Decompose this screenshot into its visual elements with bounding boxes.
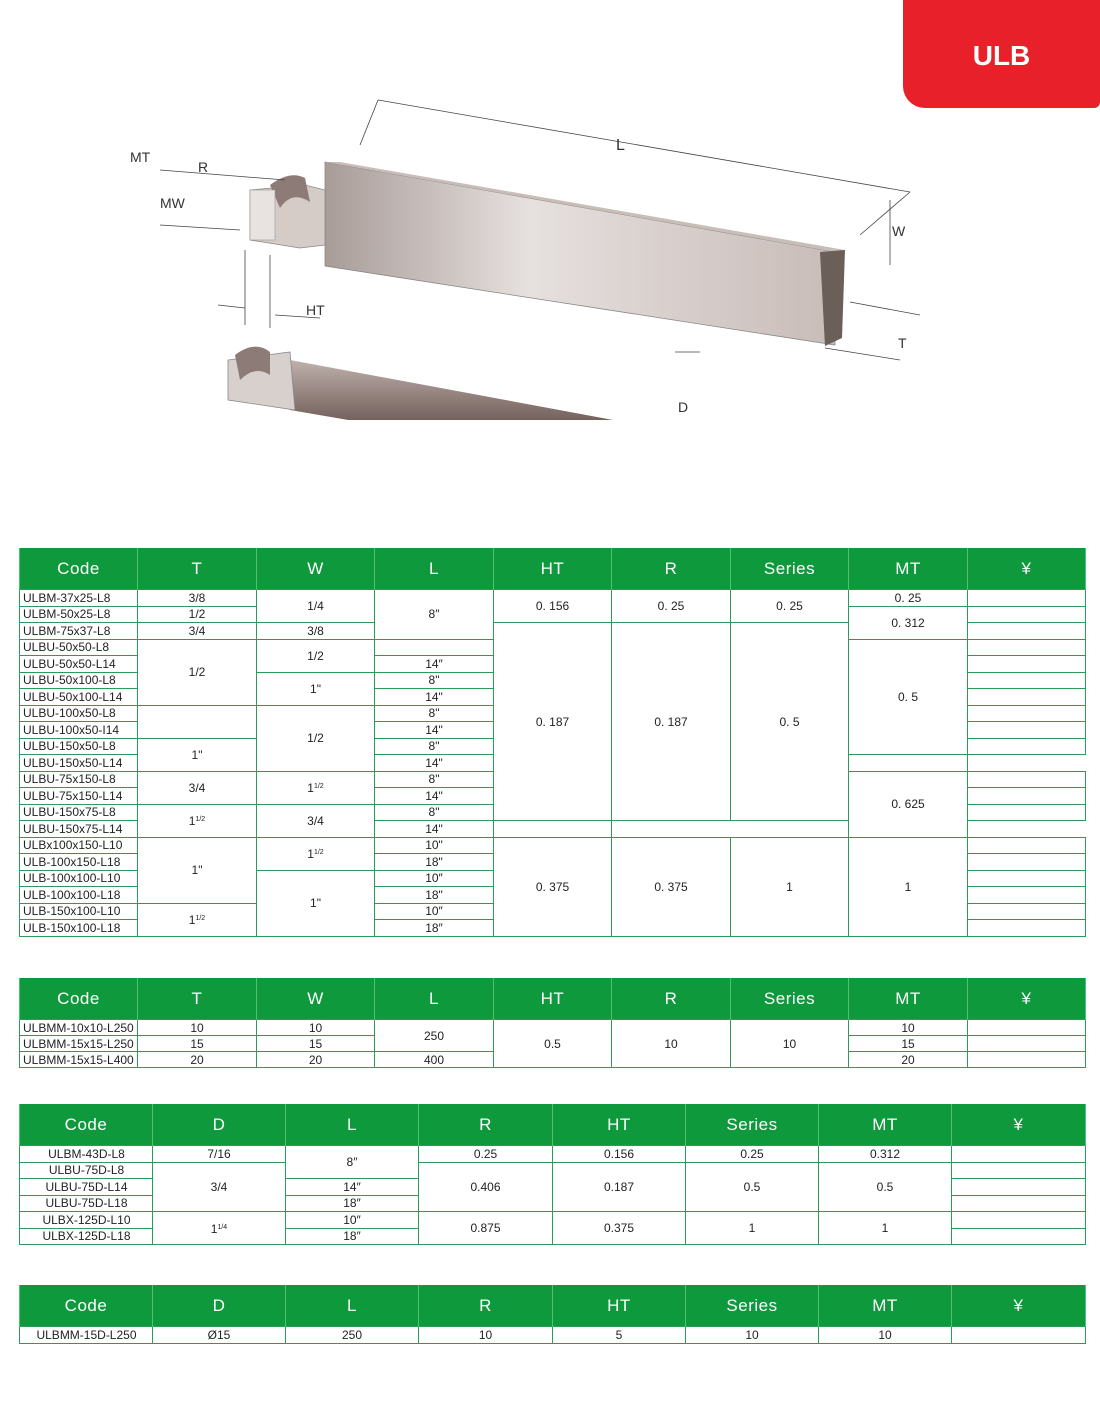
spec-table-2 bbox=[19, 978, 1086, 1068]
l-cell: 14″ bbox=[375, 656, 494, 673]
l-cell: 14" bbox=[375, 788, 494, 805]
col-header: ¥ bbox=[968, 979, 1086, 1020]
price-cell bbox=[968, 639, 1086, 656]
mt-cell: 0. 625 bbox=[849, 771, 968, 837]
t-cell: 20 bbox=[138, 1052, 257, 1068]
col-header: Code bbox=[20, 549, 138, 590]
l-cell: 8″ bbox=[375, 590, 494, 640]
code-cell: ULBU-75D-L14 bbox=[20, 1179, 153, 1196]
col-header: ¥ bbox=[952, 1105, 1086, 1146]
code-cell: ULBU-75x150-L14 bbox=[20, 788, 138, 805]
price-cell bbox=[968, 1036, 1086, 1052]
price-cell bbox=[968, 771, 1086, 788]
l-cell: 18″ bbox=[286, 1228, 419, 1245]
mt-cell: 0.5 bbox=[819, 1162, 952, 1212]
w-cell: 3/4 bbox=[257, 804, 375, 837]
l-cell bbox=[375, 639, 494, 656]
l-cell: 8" bbox=[375, 738, 494, 755]
r-cell: 10 bbox=[419, 1327, 553, 1344]
code-cell: ULB-100x100-L18 bbox=[20, 887, 138, 904]
code-cell: ULBU-150x50-L14 bbox=[20, 755, 138, 772]
price-cell bbox=[952, 1228, 1086, 1245]
price-cell bbox=[968, 656, 1086, 673]
series-cell: 0. 5 bbox=[731, 623, 849, 821]
label-HT: HT bbox=[306, 302, 325, 318]
w-cell: 1/2 bbox=[257, 705, 375, 771]
l-cell: 18" bbox=[375, 887, 494, 904]
col-header: R bbox=[419, 1286, 553, 1327]
l-cell: 8″ bbox=[286, 1146, 419, 1179]
price-cell bbox=[968, 689, 1086, 706]
price-cell bbox=[952, 1212, 1086, 1229]
l-cell: 14" bbox=[375, 689, 494, 706]
series-cell: 0.25 bbox=[686, 1146, 819, 1163]
col-header: D bbox=[153, 1105, 286, 1146]
t-cell: $1^{1/2}$ bbox=[138, 804, 257, 837]
price-cell bbox=[952, 1162, 1086, 1179]
l-cell: 18″ bbox=[375, 920, 494, 937]
mt-cell: 1 bbox=[849, 837, 968, 936]
l-cell: 10" bbox=[375, 837, 494, 854]
t-cell: 3/4 bbox=[138, 623, 257, 640]
label-MT: MT bbox=[130, 149, 151, 165]
w-cell: 1/2 bbox=[257, 639, 375, 672]
ht-cell: 0. 375 bbox=[494, 837, 612, 936]
ht-cell: 5 bbox=[553, 1327, 686, 1344]
d-cell: Ø15 bbox=[153, 1327, 286, 1344]
price-cell bbox=[968, 606, 1086, 623]
code-cell: ULBMM-10x10-L250 bbox=[20, 1020, 138, 1036]
t-cell: 3/8 bbox=[138, 590, 257, 607]
r-cell: 0.875 bbox=[419, 1212, 553, 1245]
col-header: L bbox=[286, 1105, 419, 1146]
table-row bbox=[20, 1327, 1086, 1344]
ht-cell: 0.156 bbox=[553, 1146, 686, 1163]
ht-cell: 0. 187 bbox=[494, 623, 612, 821]
col-header: R bbox=[612, 979, 731, 1020]
code-cell: ULB-150x100-L18 bbox=[20, 920, 138, 937]
code-cell: ULBU-50x50-L14 bbox=[20, 656, 138, 673]
code-cell: ULBU-150x50-L8 bbox=[20, 738, 138, 755]
t-cell: 15 bbox=[138, 1036, 257, 1052]
table-header-row bbox=[20, 979, 1086, 1020]
col-header: Series bbox=[686, 1105, 819, 1146]
col-header: MT bbox=[849, 549, 968, 590]
price-cell bbox=[849, 755, 968, 772]
code-cell: ULBU-150x75-L14 bbox=[20, 821, 138, 838]
w-cell: $1^{1/2}$ bbox=[257, 837, 375, 870]
l-cell: 14" bbox=[375, 755, 494, 772]
ht-cell: 0.187 bbox=[553, 1162, 686, 1212]
price-cell bbox=[968, 738, 1086, 755]
table-header-row bbox=[20, 549, 1086, 590]
l-cell: 18" bbox=[375, 854, 494, 871]
price-cell bbox=[968, 672, 1086, 689]
table-row bbox=[20, 837, 1086, 854]
code-cell: ULBU-50x100-L8 bbox=[20, 672, 138, 689]
col-header: D bbox=[153, 1286, 286, 1327]
t-cell: 3/4 bbox=[138, 771, 257, 804]
table-row bbox=[20, 1020, 1086, 1036]
col-header: Code bbox=[20, 1286, 153, 1327]
label-MW: MW bbox=[160, 195, 185, 211]
code-cell: ULBU-75D-L18 bbox=[20, 1195, 153, 1212]
ht-cell: 0.5 bbox=[494, 1020, 612, 1068]
d-cell: 7/16 bbox=[153, 1146, 286, 1163]
spec-table-1 bbox=[19, 548, 1086, 937]
col-header: Series bbox=[686, 1286, 819, 1327]
col-header: L bbox=[286, 1286, 419, 1327]
price-cell bbox=[968, 903, 1086, 920]
col-header: MT bbox=[819, 1286, 952, 1327]
t-cell: 1/2 bbox=[138, 606, 257, 623]
col-header: T bbox=[138, 979, 257, 1020]
series-cell: 0.5 bbox=[686, 1162, 819, 1212]
t-cell: 1" bbox=[138, 837, 257, 903]
t-cell: $1^{1/2}$ bbox=[138, 903, 257, 936]
label-T: T bbox=[898, 335, 907, 351]
code-cell: ULBU-100x50-I14 bbox=[20, 722, 138, 739]
table-row bbox=[20, 1162, 1086, 1179]
price-cell bbox=[952, 1195, 1086, 1212]
w-cell: 1" bbox=[257, 870, 375, 936]
code-cell: ULBU-75D-L8 bbox=[20, 1162, 153, 1179]
table-row bbox=[20, 1146, 1086, 1163]
code-cell: ULBU-150x75-L8 bbox=[20, 804, 138, 821]
col-header: R bbox=[419, 1105, 553, 1146]
w-cell: 20 bbox=[257, 1052, 375, 1068]
col-header: W bbox=[257, 549, 375, 590]
table-row bbox=[20, 1212, 1086, 1229]
code-cell: ULBU-75x150-L8 bbox=[20, 771, 138, 788]
square-bar-tool bbox=[250, 162, 845, 346]
col-header: HT bbox=[553, 1286, 686, 1327]
price-cell bbox=[968, 722, 1086, 739]
series-cell: 1 bbox=[731, 837, 849, 936]
mt-cell: 15 bbox=[849, 1036, 968, 1052]
price-cell bbox=[968, 870, 1086, 887]
r-cell: 10 bbox=[612, 1020, 731, 1068]
r-cell: 0.406 bbox=[419, 1162, 553, 1212]
col-header: Series bbox=[731, 979, 849, 1020]
mt-cell: 0.312 bbox=[819, 1146, 952, 1163]
table-row bbox=[20, 590, 1086, 607]
price-cell bbox=[968, 837, 1086, 854]
price-cell bbox=[968, 623, 1086, 640]
l-cell: 250 bbox=[286, 1327, 419, 1344]
series-cell: 1 bbox=[686, 1212, 819, 1245]
code-cell: ULBM-43D-L8 bbox=[20, 1146, 153, 1163]
price-cell bbox=[968, 920, 1086, 937]
spec-table-4 bbox=[19, 1285, 1086, 1344]
price-cell bbox=[968, 1052, 1086, 1068]
r-cell: 0. 375 bbox=[612, 837, 731, 936]
code-cell: ULBMM-15x15-L400 bbox=[20, 1052, 138, 1068]
w-cell: 3/8 bbox=[257, 623, 375, 640]
code-cell: ULBX-125D-L10 bbox=[20, 1212, 153, 1229]
l-cell: 8" bbox=[375, 672, 494, 689]
col-header: Code bbox=[20, 979, 138, 1020]
code-cell: ULBM-50x25-L8 bbox=[20, 606, 138, 623]
w-cell: $1^{1/2}$ bbox=[257, 771, 375, 804]
label-W: W bbox=[892, 223, 906, 239]
code-cell: ULBM-75x37-L8 bbox=[20, 623, 138, 640]
col-header: L bbox=[375, 549, 494, 590]
table-header-row bbox=[20, 1286, 1086, 1327]
l-cell: 8" bbox=[375, 705, 494, 722]
d-cell: $1^{1/4}$ bbox=[153, 1212, 286, 1245]
mt-cell: 10 bbox=[819, 1327, 952, 1344]
l-cell: 18″ bbox=[286, 1195, 419, 1212]
mt-cell: 0. 5 bbox=[849, 639, 968, 755]
l-cell: 250 bbox=[375, 1020, 494, 1052]
price-cell bbox=[968, 788, 1086, 805]
price-cell bbox=[968, 854, 1086, 871]
series-cell: 10 bbox=[731, 1020, 849, 1068]
ht-cell: 0. 156 bbox=[494, 590, 612, 623]
l-cell: 8" bbox=[375, 804, 494, 821]
d-cell: 3/4 bbox=[153, 1162, 286, 1212]
mt-cell: 0. 312 bbox=[849, 606, 968, 639]
col-header: HT bbox=[494, 979, 612, 1020]
w-cell: 1" bbox=[257, 672, 375, 705]
price-cell bbox=[968, 804, 1086, 821]
col-header: T bbox=[138, 549, 257, 590]
col-header: ¥ bbox=[952, 1286, 1086, 1327]
series-cell: 0. 25 bbox=[731, 590, 849, 623]
label-R: R bbox=[198, 159, 209, 175]
code-cell: ULB-100x150-L18 bbox=[20, 854, 138, 871]
t-cell: 1/2 bbox=[138, 639, 257, 705]
l-cell: 14" bbox=[375, 821, 494, 838]
price-cell bbox=[494, 821, 612, 838]
table-header-row bbox=[20, 1105, 1086, 1146]
label-L: L bbox=[616, 137, 625, 154]
l-cell: 400 bbox=[375, 1052, 494, 1068]
l-cell: 10″ bbox=[375, 870, 494, 887]
code-cell: ULBU-100x50-L8 bbox=[20, 705, 138, 722]
code-cell: ULB-100x100-L10 bbox=[20, 870, 138, 887]
spec-table-3 bbox=[19, 1104, 1086, 1245]
label-D: D bbox=[678, 399, 689, 415]
round-bar-tool bbox=[228, 347, 652, 420]
col-header: Series bbox=[731, 549, 849, 590]
r-cell: 0.25 bbox=[419, 1146, 553, 1163]
col-header: MT bbox=[819, 1105, 952, 1146]
code-cell: ULBM-37x25-L8 bbox=[20, 590, 138, 607]
mt-cell: 1 bbox=[819, 1212, 952, 1245]
col-header: L bbox=[375, 979, 494, 1020]
w-cell: 1/4 bbox=[257, 590, 375, 623]
col-header: ¥ bbox=[968, 549, 1086, 590]
mt-cell: 20 bbox=[849, 1052, 968, 1068]
code-cell: ULBMM-15D-L250 bbox=[20, 1327, 153, 1344]
w-cell: 15 bbox=[257, 1036, 375, 1052]
w-cell: 10 bbox=[257, 1020, 375, 1036]
code-cell: ULBU-50x100-L14 bbox=[20, 689, 138, 706]
series-cell: 10 bbox=[686, 1327, 819, 1344]
l-cell: 10″ bbox=[375, 903, 494, 920]
price-cell bbox=[952, 1179, 1086, 1196]
tool-diagram bbox=[120, 90, 950, 420]
price-cell bbox=[952, 1327, 1086, 1344]
price-cell bbox=[952, 1146, 1086, 1163]
code-cell: ULBMM-15x15-L250 bbox=[20, 1036, 138, 1052]
code-cell: ULBx100x150-L10 bbox=[20, 837, 138, 854]
t-cell: 1" bbox=[138, 738, 257, 771]
price-cell bbox=[968, 705, 1086, 722]
t-cell: 10 bbox=[138, 1020, 257, 1036]
mt-cell: 0. 25 bbox=[849, 590, 968, 607]
code-cell: ULBU-50x50-L8 bbox=[20, 639, 138, 656]
t-cell bbox=[138, 705, 257, 738]
badge-label: ULB bbox=[972, 40, 1031, 71]
l-cell: 10″ bbox=[286, 1212, 419, 1229]
col-header: HT bbox=[553, 1105, 686, 1146]
price-cell bbox=[968, 887, 1086, 904]
code-cell: ULB-150x100-L10 bbox=[20, 903, 138, 920]
col-header: HT bbox=[494, 549, 612, 590]
mt-cell: 10 bbox=[849, 1020, 968, 1036]
code-cell: ULBX-125D-L18 bbox=[20, 1228, 153, 1245]
col-header: R bbox=[612, 549, 731, 590]
ht-cell: 0.375 bbox=[553, 1212, 686, 1245]
col-header: MT bbox=[849, 979, 968, 1020]
price-cell bbox=[968, 590, 1086, 607]
r-cell: 0. 187 bbox=[612, 623, 731, 821]
r-cell: 0. 25 bbox=[612, 590, 731, 623]
l-cell: 14" bbox=[375, 722, 494, 739]
col-header: Code bbox=[20, 1105, 153, 1146]
l-cell: 14″ bbox=[286, 1179, 419, 1196]
col-header: W bbox=[257, 979, 375, 1020]
price-cell bbox=[968, 1020, 1086, 1036]
l-cell: 8" bbox=[375, 771, 494, 788]
